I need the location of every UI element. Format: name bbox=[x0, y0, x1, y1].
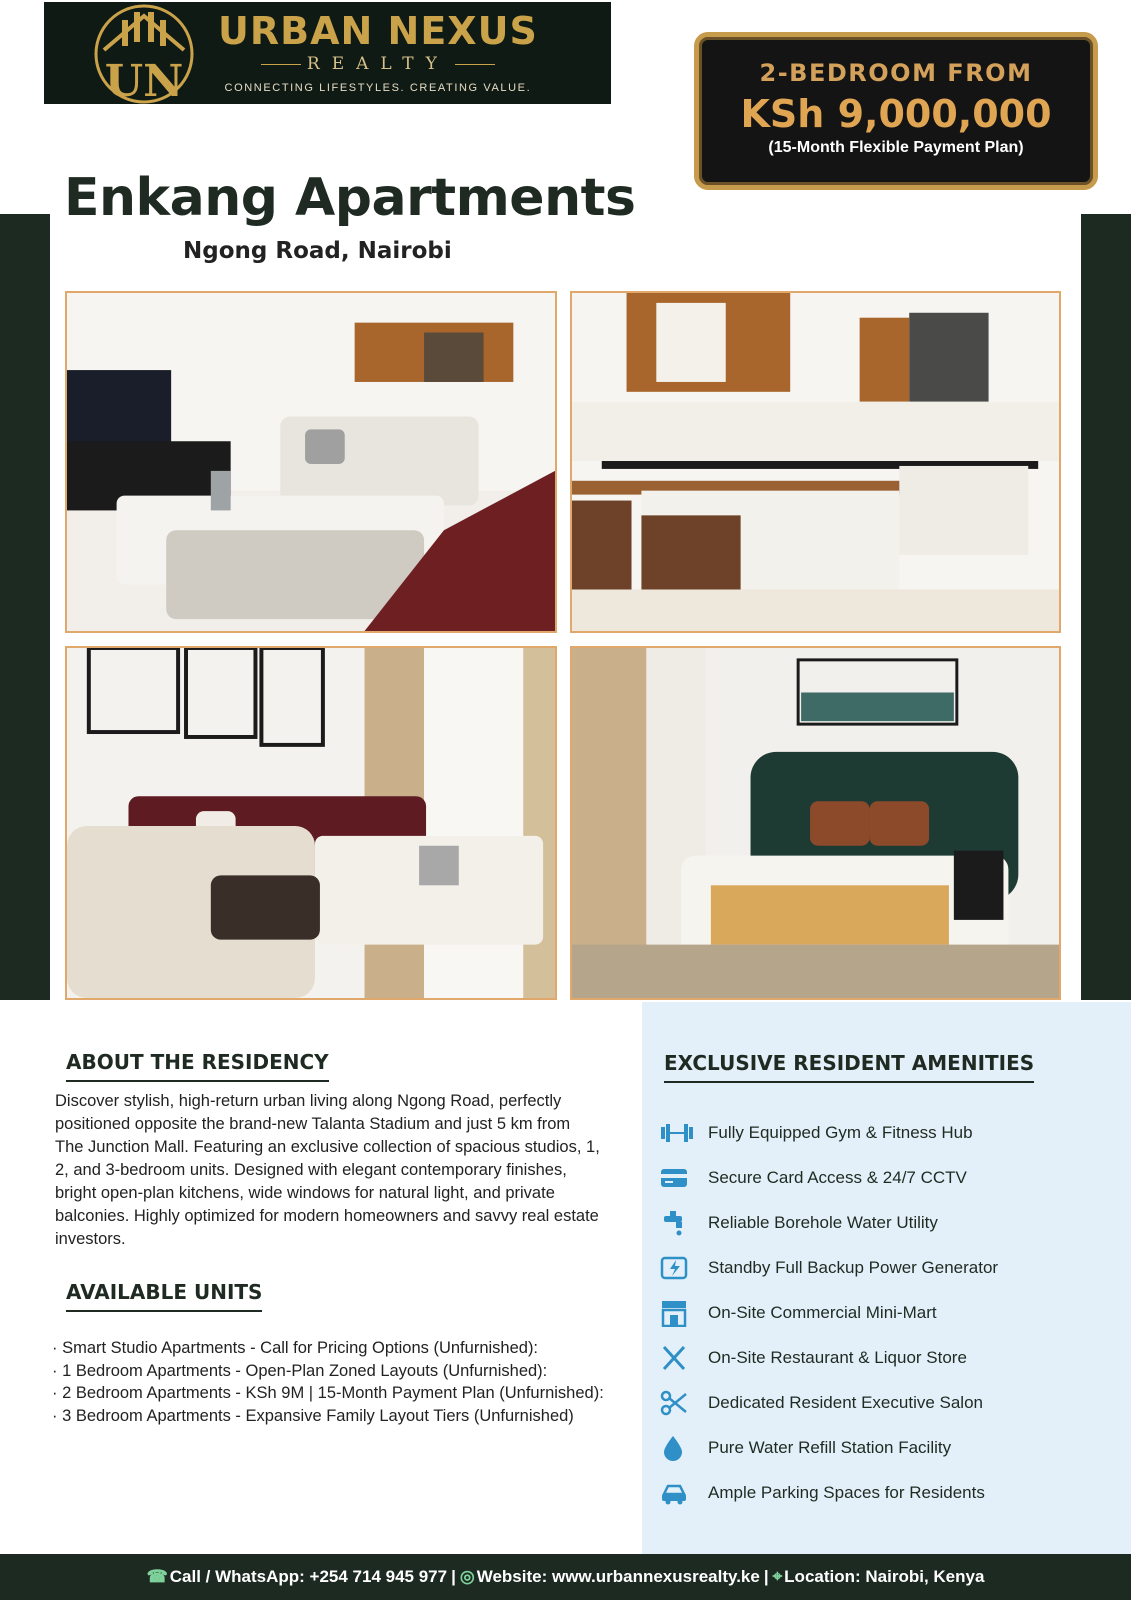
brand-tagline: CONNECTING LIFESTYLES. CREATING VALUE. bbox=[224, 82, 532, 94]
amenity-item bbox=[660, 1380, 998, 1425]
amenity-label: On-Site Commercial Mini-Mart bbox=[708, 1302, 937, 1322]
globe-icon: ◎ bbox=[459, 1567, 475, 1586]
price-heading: 2-BEDROOM FROM bbox=[759, 59, 1033, 87]
amenity-item bbox=[660, 1425, 998, 1470]
price-amount: KSh 9,000,000 bbox=[740, 92, 1052, 136]
scissors-icon bbox=[660, 1388, 696, 1418]
droplet-icon bbox=[660, 1433, 696, 1463]
price-badge bbox=[694, 32, 1098, 190]
monogram-icon bbox=[44, 2, 204, 104]
amenities-list bbox=[660, 1110, 998, 1515]
contact-footer: ☎ Call / WhatsApp: +254 714 945 977 | ◎ Website: www.urbannexusrealty.ke | ⌖ Location: Nairobi, Kenya bbox=[0, 1554, 1131, 1600]
price-note: (15-Month Flexible Payment Plan) bbox=[768, 139, 1024, 156]
amenity-item bbox=[660, 1335, 998, 1380]
amenity-label: Secure Card Access & 24/7 CCTV bbox=[708, 1167, 967, 1187]
tap-icon bbox=[660, 1208, 696, 1238]
phone-icon: ☎ bbox=[146, 1567, 168, 1586]
photo-kitchen bbox=[570, 291, 1061, 633]
power-icon bbox=[660, 1253, 696, 1283]
amenity-label: Reliable Borehole Water Utility bbox=[708, 1212, 938, 1232]
footer-location: Location: Nairobi, Kenya bbox=[784, 1567, 985, 1586]
about-body: Discover stylish, high-return urban living along Ngong Road, perfectly positioned opposite the brand-new Talanta Stadium and just 5 km from The Junction Mall. Featuring an exclusive collection of spacious studios, 1, 2, and 3-bedroom units. Designed with elegant contemporary finishes, bright open-plan kitchens, wide windows for natural light, and private balconies. Highly optimized for modern homeowners and savvy real estate investors. bbox=[55, 1092, 600, 1248]
amenity-item bbox=[660, 1245, 998, 1290]
amenities-heading: EXCLUSIVE RESIDENT AMENITIES bbox=[664, 1051, 1034, 1083]
amenity-item bbox=[660, 1155, 998, 1200]
photo-bedroom bbox=[570, 646, 1061, 1000]
amenity-label: Dedicated Resident Executive Salon bbox=[708, 1392, 983, 1412]
location-icon: ⌖ bbox=[772, 1567, 783, 1586]
brand-logo bbox=[44, 2, 611, 104]
amenity-item bbox=[660, 1200, 998, 1245]
card-icon bbox=[660, 1163, 696, 1193]
amenity-label: Standby Full Backup Power Generator bbox=[708, 1257, 999, 1277]
dumbbell-icon bbox=[660, 1118, 696, 1148]
unit-item: · Smart Studio Apartments - Call for Pricing Options (Unfurnished): bbox=[52, 1339, 539, 1357]
brand-name: URBAN NEXUS bbox=[218, 9, 538, 53]
left-accent-band bbox=[0, 214, 50, 1000]
unit-item: · 1 Bedroom Apartments - Open-Plan Zoned Layouts (Unfurnished): bbox=[52, 1361, 548, 1380]
amenity-label: Ample Parking Spaces for Residents bbox=[708, 1482, 985, 1502]
right-accent-band bbox=[1081, 214, 1131, 1000]
page-subtitle: Ngong Road, Nairobi bbox=[183, 238, 452, 264]
amenity-item bbox=[660, 1110, 998, 1155]
car-icon bbox=[660, 1478, 696, 1508]
store-icon bbox=[660, 1298, 696, 1328]
photo-lounge bbox=[65, 646, 557, 1000]
brand-sub: REALTY bbox=[306, 54, 449, 74]
amenity-item bbox=[660, 1470, 998, 1515]
about-heading: ABOUT THE RESIDENCY bbox=[66, 1050, 329, 1082]
utensils-icon bbox=[660, 1343, 696, 1373]
footer-website[interactable]: Website: www.urbannexusrealty.ke bbox=[476, 1567, 760, 1586]
monogram-text: UN bbox=[104, 56, 184, 104]
footer-call[interactable]: Call / WhatsApp: +254 714 945 977 bbox=[169, 1567, 448, 1586]
units-list bbox=[52, 1337, 612, 1427]
unit-item: · 2 Bedroom Apartments - KSh 9M | 15-Month Payment Plan (Unfurnished): bbox=[52, 1384, 604, 1402]
units-heading: AVAILABLE UNITS bbox=[66, 1280, 262, 1312]
amenity-label: Fully Equipped Gym & Fitness Hub bbox=[708, 1122, 973, 1142]
page-title: Enkang Apartments bbox=[64, 168, 636, 228]
unit-item: · 3 Bedroom Apartments - Expansive Family Layout Tiers (Unfurnished) bbox=[52, 1406, 574, 1425]
amenity-label: On-Site Restaurant & Liquor Store bbox=[708, 1347, 967, 1367]
photo-living-room bbox=[65, 291, 557, 633]
amenity-label: Pure Water Refill Station Facility bbox=[708, 1437, 952, 1457]
amenity-item bbox=[660, 1290, 998, 1335]
